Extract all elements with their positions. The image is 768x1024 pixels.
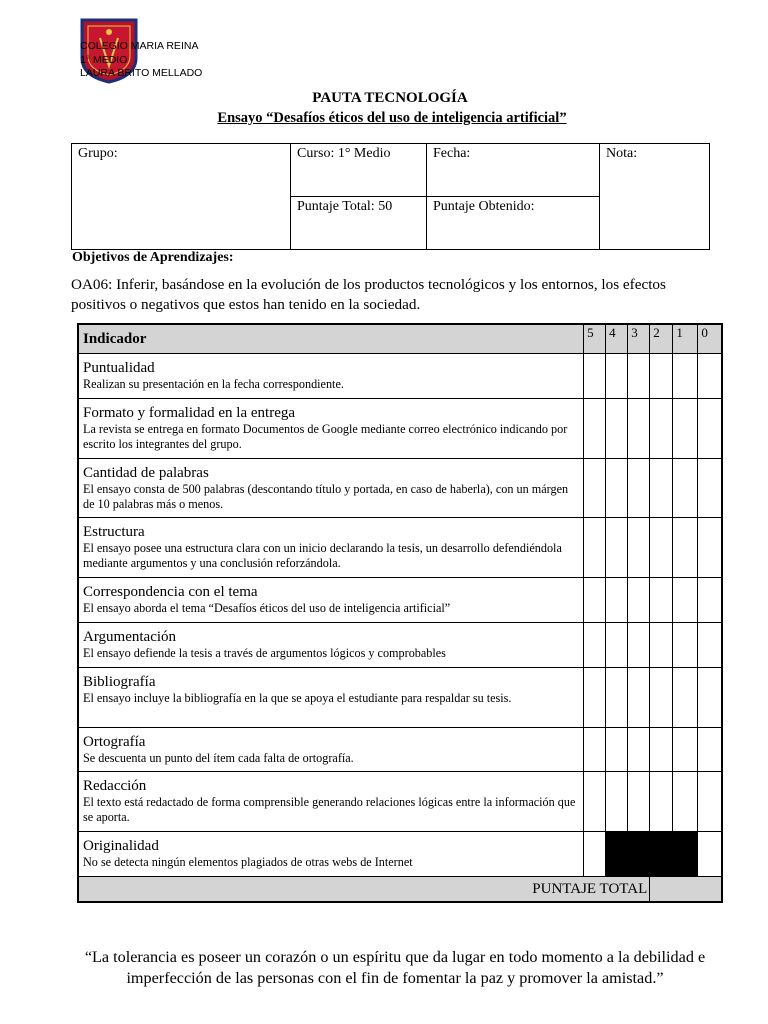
rubric-row: [78, 668, 722, 728]
score-cell[interactable]: [673, 459, 698, 518]
total-score-cell[interactable]: [650, 877, 722, 903]
indicator-description: Realizan su presentación en la fecha correspondiente.: [83, 377, 344, 391]
score-cell[interactable]: [606, 623, 628, 668]
indicator-name: Originalidad: [83, 838, 159, 854]
score-cell[interactable]: [606, 728, 628, 772]
score-cell[interactable]: [584, 399, 606, 459]
score-header-5: 5: [584, 324, 606, 354]
puntaje-total-cell: [291, 197, 427, 250]
indicator-description: El ensayo consta de 500 palabras (descontando título y portada, en caso de haberla), con un márgen de 10 palabras más o menos.: [83, 482, 569, 511]
indicator-cell: [78, 459, 584, 518]
blocked-score-cell: [628, 832, 650, 877]
indicator-description: El ensayo defiende la tesis a través de argumentos lógicos y comprobables: [83, 646, 446, 660]
score-cell[interactable]: [673, 728, 698, 772]
objectives-heading: Objetivos de Aprendizajes:: [72, 250, 234, 265]
indicator-name: Bibliografía: [83, 674, 156, 690]
page-subtitle: Ensayo “Desafíos éticos del uso de inteligencia artificial”: [217, 110, 567, 126]
school-grade: 1° MEDIO: [80, 53, 128, 66]
score-cell[interactable]: [673, 354, 698, 399]
curso-cell: [291, 144, 427, 197]
score-cell[interactable]: [584, 354, 606, 399]
grupo-cell[interactable]: [72, 144, 291, 250]
indicator-name: Redacción: [83, 778, 147, 794]
score-cell[interactable]: [698, 459, 722, 518]
score-cell[interactable]: [698, 728, 722, 772]
score-cell[interactable]: [698, 832, 722, 877]
score-cell[interactable]: [606, 668, 628, 728]
total-row: [78, 877, 722, 903]
score-cell[interactable]: [698, 772, 722, 832]
indicator-description: Se descuenta un punto del ítem cada falta de ortografía.: [83, 751, 354, 765]
rubric-row: [78, 578, 722, 623]
indicator-description: La revista se entrega en formato Documentos de Google mediante correo electrónico indicando por escrito los integrantes del grupo.: [83, 422, 568, 451]
rubric-row: [78, 772, 722, 832]
score-cell[interactable]: [698, 399, 722, 459]
score-cell[interactable]: [628, 354, 650, 399]
rubric-row: [78, 623, 722, 668]
indicator-cell: [78, 354, 584, 399]
rubric-row: [78, 354, 722, 399]
indicator-description: El texto está redactado de forma comprensible generando relaciones lógicas entre la información que se aporta.: [83, 795, 576, 824]
indicator-cell: [78, 578, 584, 623]
nota-label: Nota:: [606, 146, 638, 161]
score-cell[interactable]: [650, 578, 673, 623]
indicator-name: Puntualidad: [83, 360, 155, 376]
score-cell[interactable]: [628, 772, 650, 832]
score-cell[interactable]: [698, 623, 722, 668]
rubric-table: [77, 323, 723, 903]
score-cell[interactable]: [584, 832, 606, 877]
score-cell[interactable]: [606, 578, 628, 623]
blocked-score-cell: [673, 832, 698, 877]
grupo-label: Grupo:: [78, 146, 118, 161]
rubric-row: [78, 832, 722, 877]
score-cell[interactable]: [628, 459, 650, 518]
score-cell[interactable]: [584, 668, 606, 728]
score-cell[interactable]: [698, 518, 722, 578]
rubric-row: [78, 459, 722, 518]
score-cell[interactable]: [584, 459, 606, 518]
score-header-0: 0: [698, 324, 722, 354]
score-cell[interactable]: [698, 354, 722, 399]
score-cell[interactable]: [698, 578, 722, 623]
score-cell[interactable]: [673, 518, 698, 578]
score-cell[interactable]: [650, 354, 673, 399]
score-cell[interactable]: [650, 728, 673, 772]
teacher-name: LAURA BRITO MELLADO: [80, 67, 203, 79]
score-header-2: 2: [650, 324, 673, 354]
rubric-row: [78, 399, 722, 459]
score-cell[interactable]: [650, 623, 673, 668]
indicator-name: Formato y formalidad en la entrega: [83, 405, 296, 421]
school-name: COLEGIO MARIA REINA: [80, 40, 199, 52]
indicator-name: Cantidad de palabras: [83, 465, 209, 481]
score-cell[interactable]: [584, 772, 606, 832]
indicator-name: Estructura: [83, 524, 145, 540]
score-cell[interactable]: [628, 668, 650, 728]
score-cell[interactable]: [650, 459, 673, 518]
score-cell[interactable]: [650, 772, 673, 832]
score-cell[interactable]: [628, 623, 650, 668]
indicator-description: No se detecta ningún elementos plagiados de otras webs de Internet: [83, 855, 413, 869]
indicator-description: El ensayo posee una estructura clara con un inicio declarando la tesis, un desarrollo defendiéndola mediante argumentos y una conclusión reforzándola.: [83, 541, 562, 570]
score-cell[interactable]: [606, 772, 628, 832]
score-cell[interactable]: [673, 772, 698, 832]
score-cell[interactable]: [584, 728, 606, 772]
score-cell[interactable]: [698, 668, 722, 728]
score-cell[interactable]: [628, 399, 650, 459]
puntaje-obtenido-cell[interactable]: [427, 197, 600, 250]
blocked-score-cell: [606, 832, 628, 877]
indicator-cell: [78, 728, 584, 772]
indicator-cell: [78, 832, 584, 877]
indicator-description: El ensayo incluye la bibliografía en la que se apoya el estudiante para respaldar su tesis.: [83, 691, 512, 705]
score-cell[interactable]: [628, 728, 650, 772]
score-cell[interactable]: [673, 668, 698, 728]
indicator-cell: [78, 772, 584, 832]
indicator-header: Indicador: [78, 324, 584, 354]
fecha-label: Fecha:: [433, 146, 471, 161]
indicator-name: Argumentación: [83, 629, 177, 645]
blocked-score-cell: [650, 832, 673, 877]
page-title: PAUTA TECNOLOGÍA: [312, 90, 468, 106]
indicator-cell: [78, 668, 584, 728]
score-cell[interactable]: [584, 623, 606, 668]
info-table: [71, 143, 710, 250]
score-header-3: 3: [628, 324, 650, 354]
rubric-row: [78, 518, 722, 578]
score-cell[interactable]: [606, 354, 628, 399]
score-header-4: 4: [606, 324, 628, 354]
score-cell[interactable]: [650, 668, 673, 728]
total-label: PUNTAJE TOTAL: [78, 877, 650, 903]
puntaje-total-label: Puntaje Total: 50: [297, 199, 393, 214]
score-header-1: 1: [673, 324, 698, 354]
score-cell[interactable]: [584, 578, 606, 623]
score-cell[interactable]: [606, 518, 628, 578]
score-cell[interactable]: [606, 399, 628, 459]
curso-label: Curso: 1° Medio: [297, 146, 391, 161]
indicator-cell: [78, 518, 584, 578]
indicator-description: El ensayo aborda el tema “Desafíos éticos del uso de inteligencia artificial”: [83, 601, 451, 615]
nota-cell[interactable]: [600, 144, 710, 250]
puntaje-obtenido-label: Puntaje Obtenido:: [433, 199, 535, 214]
school-info: [80, 40, 202, 81]
score-cell[interactable]: [650, 399, 673, 459]
indicator-name: Correspondencia con el tema: [83, 584, 258, 600]
score-cell[interactable]: [673, 578, 698, 623]
score-cell[interactable]: [606, 459, 628, 518]
score-cell[interactable]: [628, 578, 650, 623]
fecha-cell[interactable]: [427, 144, 600, 197]
indicator-name: Ortografía: [83, 734, 146, 750]
score-cell[interactable]: [650, 518, 673, 578]
score-cell[interactable]: [584, 518, 606, 578]
indicator-cell: [78, 623, 584, 668]
score-cell[interactable]: [628, 518, 650, 578]
rubric-header-row: [78, 324, 722, 354]
score-cell[interactable]: [673, 399, 698, 459]
objectives-text: OA06: Inferir, basándose en la evolución de los productos tecnológicos y los entornos, los efectos positivos o negativos que estos han tenido en la sociedad.: [71, 276, 666, 313]
score-cell[interactable]: [673, 623, 698, 668]
rubric-row: [78, 728, 722, 772]
closing-quote: “La tolerancia es poseer un corazón o un espíritu que da lugar en todo momento a la debilidad e imperfección de las personas con el fin de fomentar la paz y promover la amistad.”: [84, 948, 706, 987]
indicator-cell: [78, 399, 584, 459]
